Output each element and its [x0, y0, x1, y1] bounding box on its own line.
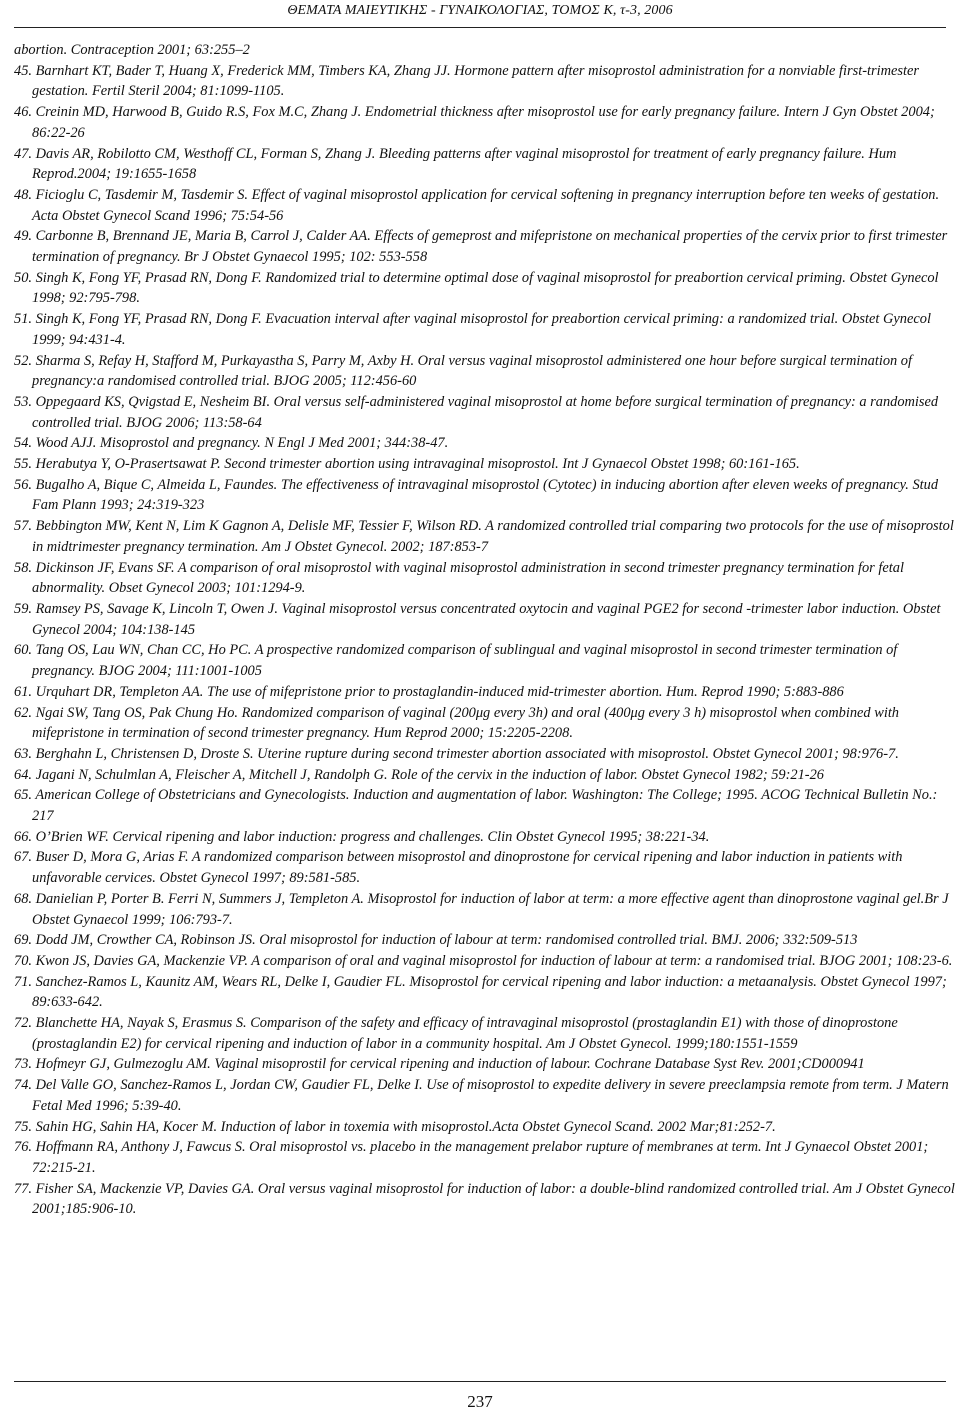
footer-divider [14, 1381, 946, 1382]
reference-item: 60. Tang OS, Lau WN, Chan CC, Ho PC. A prospective randomized comparison of sublingual and vaginal misoprostol in second trimester termination of pregnancy. BJOG 2004; 111:1001-1005 [14, 642, 898, 680]
reference-item: 51. Singh K, Fong YF, Prasad RN, Dong F. Evacuation interval after vaginal misoprostol for preabortion cervical priming: a randomized trial. Obstet Gynecol 1999; 94:431-4. [14, 311, 931, 348]
reference-item: 52. Sharma S, Refay H, Stafford M, Purkayastha S, Parry M, Axby H. Oral versus vaginal misoprostol administered one hour before surgical termination of pregnancy:a randomised controlled trial. BJOG 2005; 112:456-60 [14, 352, 913, 390]
header-divider [14, 27, 946, 28]
reference-item: 67. Buser D, Mora G, Arias F. A randomized comparison between misoprostol and dinoprostone for cervical ripening and labor induction in patients with unfavorable cervices. Obstet Gynecol 1997; 89:581-585. [14, 849, 903, 887]
reference-item: 56. Bugalho A, Bique C, Almeida L, Faundes. The effectiveness of intravaginal misoprostol (Cytotec) in inducing abortion after eleven weeks of pregnancy. Stud Fam Plann 1993; 24:319-323 [14, 476, 939, 514]
reference-item: 53. Oppegaard KS, Qvigstad E, Nesheim BI. Oral versus self-administered vaginal misoprostol at home before surgical termination of pregnancy: a randomised controlled trial. BJOG 2006; 113:58-64 [14, 393, 939, 431]
running-header: ΘΕΜΑΤΑ ΜΑΙΕΥΤΙΚΗΣ - ΓΥΝΑΙΚΟΛΟΓΙΑΣ, ΤΟΜΟΣ Κ, τ-3, 2006 [287, 3, 673, 18]
reference-item: 59. Ramsey PS, Savage K, Lincoln T, Owen J. Vaginal misoprostol versus concentrated oxytocin and vaginal PGE2 for second -trimester labor induction. Obstet Gynecol 2004; 104:138-145 [14, 600, 941, 638]
reference-item: 71. Sanchez-Ramos L, Kaunitz AM, Wears RL, Delke I, Gaudier FL. Misoprostol for cervical ripening and labor induction: a metaanalysis. Obstet Gynecol 1997; 89:633-642. [14, 973, 947, 1011]
reference-list [14, 40, 956, 1220]
reference-item: 72. Blanchette HA, Nayak S, Erasmus S. Comparison of the safety and efficacy of intravaginal misoprostol (prostaglandin E1) with those of dinoprostone (prostaglandin E2) for cervical ripening and induction of labor in a community hospital. Am J Obstet Gynecol. 1999;180:1551-1559 [14, 1015, 898, 1052]
reference-item: 77. Fisher SA, Mackenzie VP, Davies GA. Oral versus vaginal misoprostol for induction of labor: a double-blind randomized controlled trial. Am J Obstet Gynecol 2001;185:906-10. [14, 1180, 955, 1218]
reference-item: 47. Davis AR, Robilotto CM, Westhoff CL, Forman S, Zhang J. Bleeding patterns after vaginal misoprostol for treatment of early pregnancy failure. Hum Reprod.2004; 19:1655-1658 [14, 145, 897, 183]
reference-item: 68. Danielian P, Porter B. Ferri N, Summers J, Templeton A. Misoprostol for induction of labor at term: a more effective agent than dinoprostone vaginal gel.Br J Obstet Gynaecol 1999; 106:793-7. [14, 890, 949, 928]
page-number: 237 [467, 1392, 493, 1411]
reference-item: 48. Ficioglu C, Tasdemir M, Tasdemir S. Effect of vaginal misoprostol application for cervical softening in pregnancy interruption before ten weeks of gestation. Acta Obstet Gynecol Scand 1996; 75:54-56 [14, 186, 940, 224]
reference-item: 50. Singh K, Fong YF, Prasad RN, Dong F. Randomized trial to determine optimal dose of vaginal misoprostol for preabortion cervical priming. Obstet Gynecol 1998; 92:795-798. [14, 269, 939, 307]
reference-item: 55. Herabutya Y, O-Prasertsawat P. Second trimester abortion using intravaginal misoprostol. Int J Gynaecol Obstet 1998; 60:161-165. [14, 456, 800, 473]
reference-item: 76. Hoffmann RA, Anthony J, Fawcus S. Oral misoprostol vs. placebo in the management prelabor rupture of membranes at term. Int J Gynaecol Obstet 2001; 72:215-21. [14, 1139, 929, 1176]
reference-item: 62. Ngai SW, Tang OS, Pak Chung Ho. Randomized comparison of vaginal (200μg every 3h) and oral (400μg every 3 h) misoprostol when combined with mifepristone in termination of second trimester pregnancy. Hum Reprod 2000; 15:2205-2208. [14, 704, 900, 742]
reference-item: 66. O’Brien WF. Cervical ripening and labor induction: progress and challenges. Clin Obstet Gynecol 1995; 38:221-34. [14, 828, 710, 845]
reference-item: 75. Sahin HG, Sahin HA, Kocer M. Induction of labor in toxemia with misoprostol.Acta Obstet Gynecol Scand. 2002 Mar;81:252-7. [14, 1118, 776, 1135]
reference-item: abortion. Contraception 2001; 63:255–2 [14, 42, 250, 58]
reference-item: 73. Hofmeyr GJ, Gulmezoglu AM. Vaginal misoprostil for cervical ripening and induction of labour. Cochrane Database Syst Rev. 2001;CD000941 [14, 1056, 865, 1073]
reference-item: 63. Berghahn L, Christensen D, Droste S. Uterine rupture during second trimester abortion associated with misoprostol. Obstet Gynecol 2001; 98:976-7. [14, 745, 899, 762]
reference-item: 74. Del Valle GO, Sanchez-Ramos L, Jordan CW, Gaudier FL, Delke I. Use of misoprostol to expedite delivery in severe preeclampsia remote from term. J Matern Fetal Med 1996; 5:39-40. [14, 1077, 949, 1114]
reference-item: 61. Urquhart DR, Templeton AA. The use of mifepristone prior to prostaglandin-induced mid-trimester abortion. Hum. Reprod 1990; 5:883-886 [14, 683, 844, 700]
reference-item: 58. Dickinson JF, Evans SF. A comparison of oral misoprostol with vaginal misoprostol administration in second trimester pregnancy termination for fetal abnormality. Obset Gynecol 2003; 101:1294-9. [14, 559, 904, 597]
reference-item: 45. Barnhart KT, Bader T, Huang X, Frederick MM, Timbers KA, Zhang JJ. Hormone pattern after misoprostol administration for a nonviable first-trimester gestation. Fertil Steril 2004; 81:1099-1105. [14, 62, 919, 100]
reference-item: 70. Kwon JS, Davies GA, Mackenzie VP. A comparison of oral and vaginal misoprostol for induction of labour at term: a randomised trial. BJOG 2001; 108:23-6. [14, 952, 953, 969]
reference-item: 57. Bebbington MW, Kent N, Lim K Gagnon A, Delisle MF, Tessier F, Wilson RD. A randomized controlled trial comparing two protocols for the use of misoprostol in midtrimester pregnancy termination. Am J Obstet Gynecol. 2002; 187:853-7 [14, 518, 954, 555]
reference-item: 65. American College of Obstetricians and Gynecologists. Induction and augmentation of labor. Washington: The College; 1995. ACOG Technical Bulletin No.: 217 [14, 787, 938, 825]
reference-item: 54. Wood AJJ. Misoprostol and pregnancy. N Engl J Med 2001; 344:38-47. [14, 435, 449, 452]
reference-item: 69. Dodd JM, Crowther CA, Robinson JS. Oral misoprostol for induction of labour at term: randomised controlled trial. BMJ. 2006; 332:509-513 [14, 932, 858, 949]
reference-item: 46. Creinin MD, Harwood B, Guido R.S, Fox M.C, Zhang J. Endometrial thickness after misoprostol use for early pregnancy failure. Intern J Gyn Obstet 2004; 86:22-26 [14, 104, 935, 141]
reference-item: 64. Jagani N, Schulmlan A, Fleischer A, Mitchell J, Randolph G. Role of the cervix in the induction of labor. Obstet Gynecol 1982; 59:21-26 [14, 766, 824, 783]
reference-item: 49. Carbonne B, Brennand JE, Maria B, Carrol J, Calder AA. Effects of gemeprost and mifepristone on mechanical properties of the cervix prior to first trimester termination of pregnancy. Br J Obstet Gynaecol 1995; 102: 553-558 [14, 228, 948, 266]
